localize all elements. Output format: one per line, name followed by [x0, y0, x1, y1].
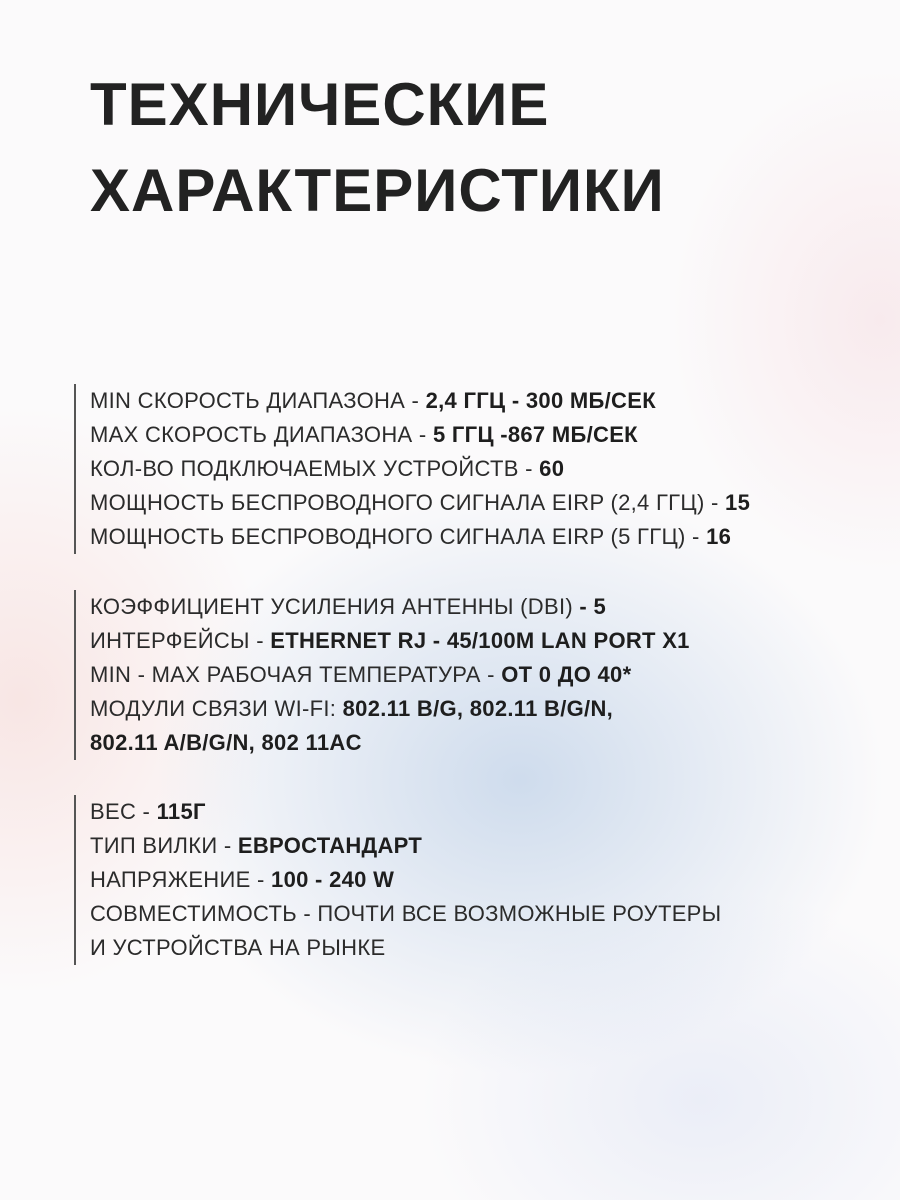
spec-label: МОЩНОСТЬ БЕСПРОВОДНОГО СИГНАЛА EIRP (2,4 ГГЦ) -: [90, 490, 726, 515]
spec-line: [90, 418, 750, 452]
spec-label: ИНТЕРФЕЙСЫ -: [90, 628, 271, 653]
spec-value: 15: [725, 490, 751, 515]
spec-line: [90, 897, 721, 931]
spec-line: [90, 452, 750, 486]
spec-label: НАПРЯЖЕНИЕ -: [90, 867, 272, 892]
spec-value: 16: [706, 524, 732, 549]
spec-value: ETHERNET RJ - 45/100M LAN PORT X1: [270, 628, 690, 653]
spec-value: ОТ 0 ДО 40*: [501, 662, 632, 687]
spec-value: ЕВРОСТАНДАРТ: [237, 833, 423, 858]
spec-value: 802.11 A/B/G/N, 802 11AC: [90, 730, 362, 755]
spec-group-wireless: [74, 384, 750, 554]
spec-value: 5 ГГЦ -867 МБ/СЕК: [432, 422, 638, 447]
spec-label: MIN СКОРОСТЬ ДИАПАЗОНА -: [90, 388, 426, 413]
title-line-1: ТЕХНИЧЕСКИЕ: [90, 71, 550, 138]
spec-label: И УСТРОЙСТВА НА РЫНКЕ: [90, 935, 386, 960]
spec-value: 100 - 240 W: [271, 867, 395, 892]
spec-label: КОЛ-ВО ПОДКЛЮЧАЕМЫХ УСТРОЙСТВ -: [90, 456, 540, 481]
spec-line: [90, 795, 721, 829]
spec-group-physical: [74, 795, 721, 965]
spec-group-interfaces: [74, 590, 690, 760]
page-title: [90, 62, 665, 234]
spec-line: [90, 520, 750, 554]
spec-line: [90, 624, 690, 658]
spec-label: ТИП ВИЛКИ -: [90, 833, 238, 858]
spec-value: 2,4 ГГЦ - 300 МБ/СЕК: [425, 388, 656, 413]
spec-line: [90, 590, 690, 624]
spec-label: СОВМЕСТИМОСТЬ - ПОЧТИ ВСЕ ВОЗМОЖНЫЕ РОУТЕРЫ: [90, 901, 722, 926]
spec-line: [90, 486, 750, 520]
spec-value: 60: [539, 456, 565, 481]
spec-label: МОЩНОСТЬ БЕСПРОВОДНОГО СИГНАЛА EIRP (5 ГГЦ) -: [90, 524, 707, 549]
spec-value: 802.11 B/G, 802.11 B/G/N,: [342, 696, 614, 721]
spec-label: МОДУЛИ СВЯЗИ WI-FI:: [90, 696, 343, 721]
spec-line: [90, 726, 690, 760]
spec-label: MIN - MAX РАБОЧАЯ ТЕМПЕРАТУРА -: [90, 662, 502, 687]
spec-line: [90, 658, 690, 692]
spec-label: MAX СКОРОСТЬ ДИАПАЗОНА -: [90, 422, 433, 447]
spec-value: 115Г: [156, 799, 206, 824]
spec-line: [90, 863, 721, 897]
spec-line: [90, 829, 721, 863]
spec-label: ВЕС -: [90, 799, 157, 824]
spec-line: [90, 692, 690, 726]
spec-value: - 5: [579, 594, 606, 619]
spec-line: [90, 931, 721, 965]
spec-label: КОЭФФИЦИЕНТ УСИЛЕНИЯ АНТЕННЫ (DBI): [90, 594, 580, 619]
title-line-2: ХАРАКТЕРИСТИКИ: [90, 157, 665, 224]
spec-line: [90, 384, 750, 418]
